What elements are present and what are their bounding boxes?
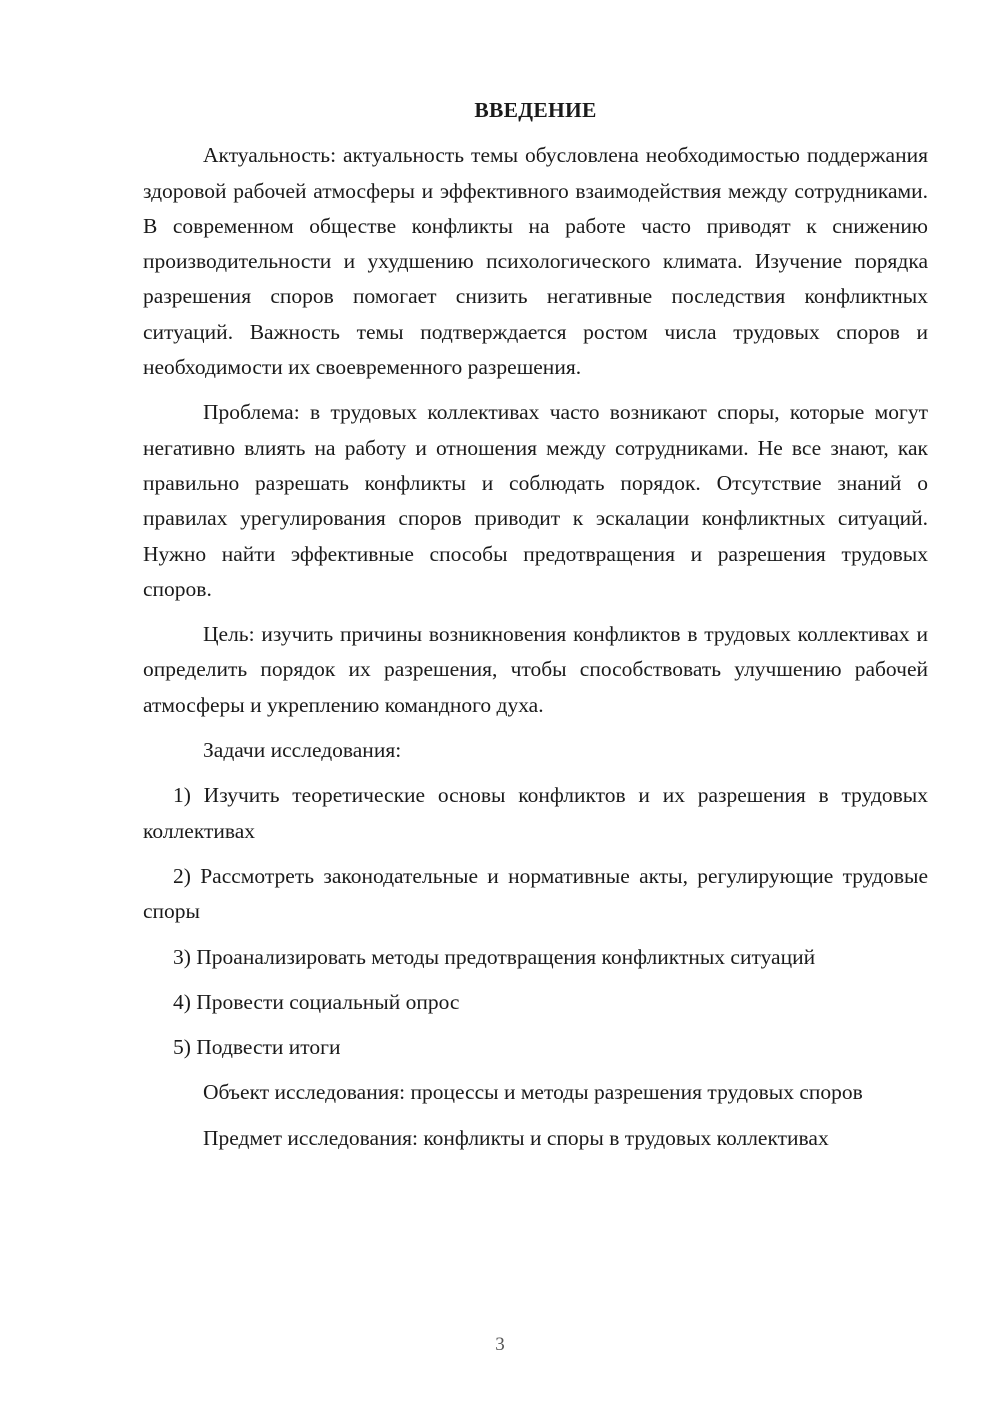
page-number: 3 — [495, 1334, 505, 1355]
task-item-4: 4) Провести социальный опрос — [173, 989, 460, 1014]
goal-paragraph: Цель: изучить причины возникновения конфликтов в трудовых коллективах и определить порядок их разрешения, чтобы способствовать улучшению рабочей атмосферы и укреплению командного духа. — [143, 622, 928, 717]
section-title: ВВЕДЕНИЕ — [474, 98, 597, 122]
subject-paragraph: Предмет исследования: конфликты и споры в трудовых коллективах — [203, 1125, 829, 1150]
problem-paragraph: Проблема: в трудовых коллективах часто возникают споры, которые могут негативно влиять на работу и отношения между сотрудниками. Не все знают, как правильно разрешать конфликты и соблюдать порядок. Отсутствие знаний о правилах урегулирования споров приводит к эскалации конфликтных ситуаций. Нужно найти эффективные способы предотвращения и разрешения трудовых споров. — [143, 400, 928, 601]
task-item-2: 2) Рассмотреть законодательные и нормативные акты, регулирующие трудовые споры — [143, 863, 928, 924]
document-page — [143, 93, 928, 1166]
task-item-3: 3) Проанализировать методы предотвращения конфликтных ситуаций — [173, 944, 816, 969]
object-paragraph: Объект исследования: процессы и методы разрешения трудовых споров — [203, 1080, 863, 1105]
relevance-paragraph: Актуальность: актуальность темы обусловлена необходимостью поддержания здоровой рабочей атмосферы и эффективного взаимодействия между сотрудниками. В современном обществе конфликты на работе часто приводят к снижению производительности и ухудшению психологического климата. Изучение порядка разрешения споров помогает снизить негативные последствия конфликтных ситуаций. Важность темы подтверждается ростом числа трудовых споров и необходимости их своевременного разрешения. — [143, 143, 928, 380]
task-item-5: 5) Подвести итоги — [173, 1035, 341, 1060]
tasks-heading: Задачи исследования: — [203, 738, 402, 763]
task-item-1: 1) Изучить теоретические основы конфликтов и их разрешения в трудовых коллективах — [143, 783, 928, 843]
